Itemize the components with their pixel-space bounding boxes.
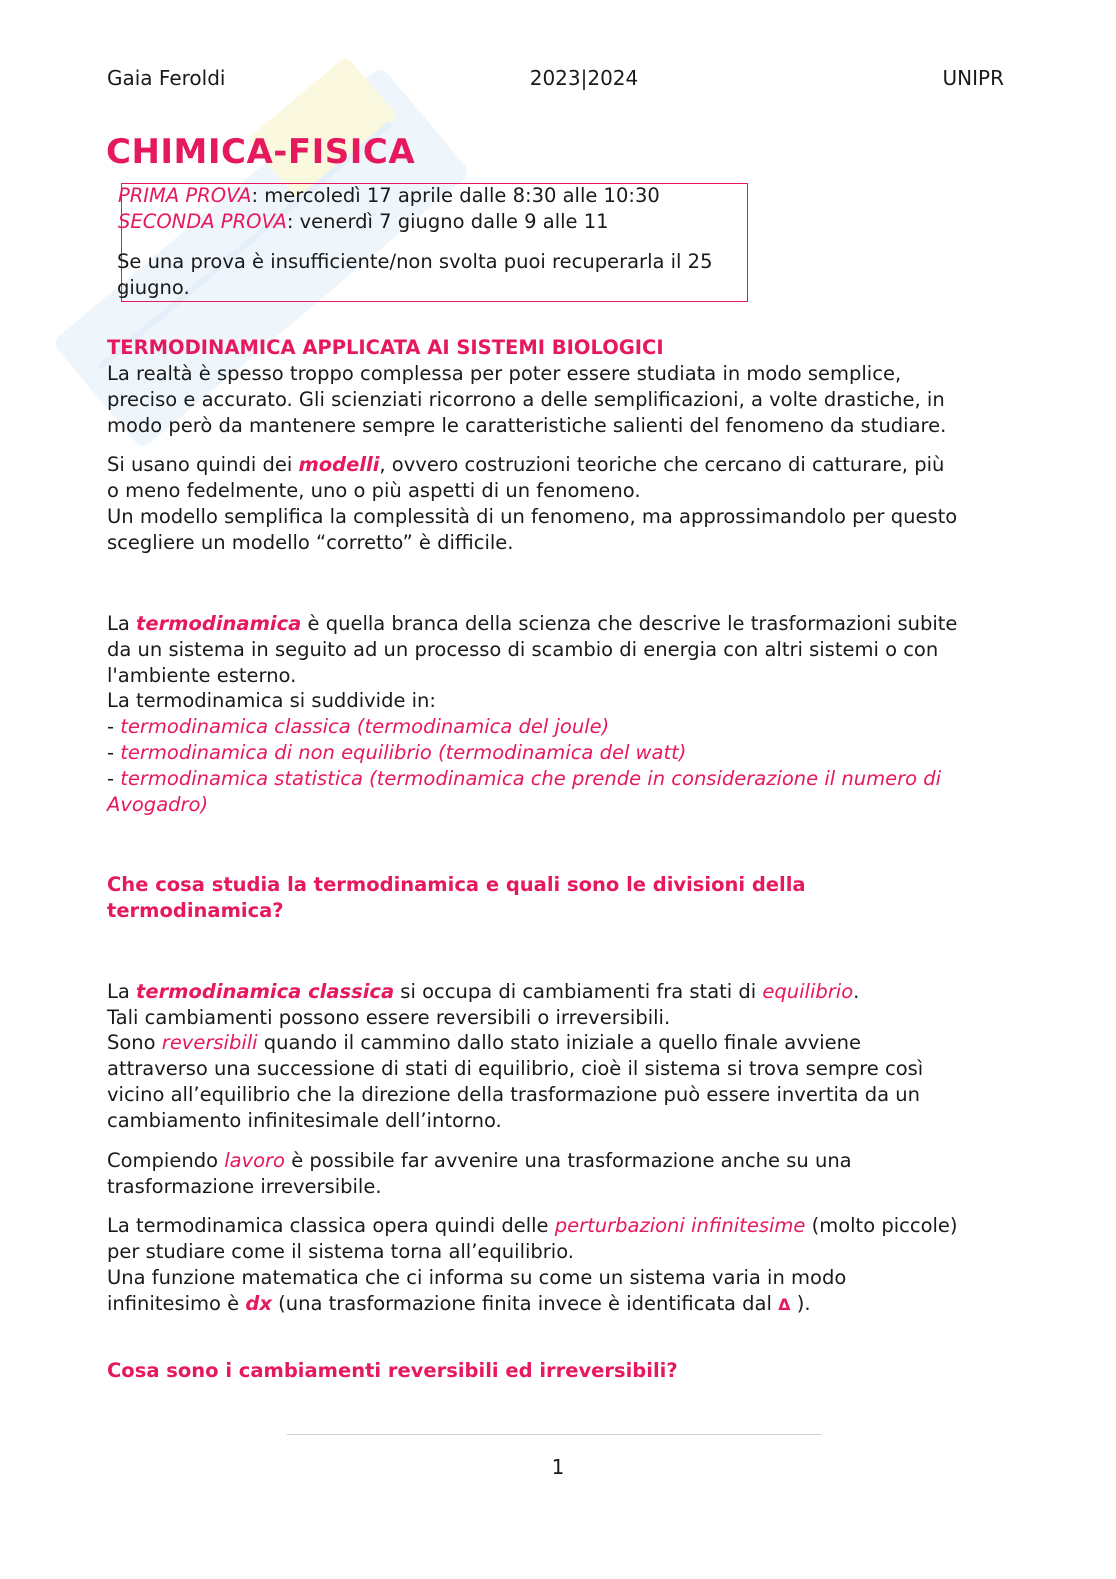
exam-second-text: : venerdì 7 giugno dalle 9 alle 11 <box>286 210 609 233</box>
s3-l1-end: . <box>853 980 860 1003</box>
s3-p3-l4-end: ). <box>790 1292 811 1315</box>
question-1-l2: termodinamica? <box>107 899 284 922</box>
s3-l3 <box>107 1030 1007 1056</box>
s3-p3-pre: La termodinamica classica opera quindi delle <box>107 1214 555 1237</box>
s1-p1-l1: La realtà è spesso troppo complessa per poter essere studiata in modo semplice, <box>107 362 902 385</box>
keyword-reversibili: reversibili <box>161 1031 258 1054</box>
dash-1: - <box>107 715 121 738</box>
s3-l3-post: quando il cammino dallo stato iniziale a quello finale avviene <box>257 1031 862 1054</box>
keyword-equilibrio: equilibrio <box>762 980 854 1003</box>
exam-second-label: SECONDA PROVA <box>118 210 287 233</box>
item-statistica-cont: Avogadro) <box>107 793 209 816</box>
s3-p2-pre: Compiendo <box>107 1149 225 1172</box>
s1-p2-l1 <box>107 452 1007 478</box>
exam-first <box>118 183 1018 209</box>
s3-la: La <box>107 980 137 1003</box>
s3-l6: cambiamento infinitesimale dell’intorno. <box>107 1109 502 1132</box>
s2-l1 <box>107 611 1007 637</box>
s2-la: La <box>107 612 137 635</box>
page-header <box>107 66 1004 90</box>
item-non-equilibrio: termodinamica di non equilibrio (termodinamica del watt) <box>120 741 687 764</box>
dash-3: - <box>107 767 121 790</box>
s3-p3-l4-pre: infinitesimo è <box>107 1292 246 1315</box>
s2-l4: La termodinamica si suddivide in: <box>107 689 436 712</box>
dash-2: - <box>107 741 121 764</box>
s3-p3-post: (molto piccole) <box>805 1214 958 1237</box>
header-year: 2023|2024 <box>529 66 639 90</box>
exam-first-label: PRIMA PROVA <box>118 184 252 207</box>
s1-p1-l3: modo però da mantenere sempre le caratteristiche salienti del fenomeno da studiare. <box>107 414 947 437</box>
s1-p2-l3: Un modello semplifica la complessità di un fenomeno, ma approssimandolo per questo <box>107 505 958 528</box>
s3-p2-l1 <box>107 1148 1007 1174</box>
page-number: 1 <box>551 1455 565 1479</box>
question-2: Cosa sono i cambiamenti reversibili ed irreversibili? <box>107 1359 678 1382</box>
s3-p3-l4-mid: (una trasformazione finita invece è identificata dal <box>271 1292 779 1315</box>
s1-p1-l2: preciso e accurato. Gli scienziati ricorrono a delle semplificazioni, a volte drastiche, in <box>107 388 945 411</box>
page-title: CHIMICA-FISICA <box>106 132 416 172</box>
footer-divider <box>287 1434 821 1435</box>
header-university: UNIPR <box>942 66 1004 90</box>
keyword-termodinamica: termodinamica <box>136 612 302 635</box>
list-item-non-equilibrio <box>107 740 1007 766</box>
s3-p3-l3: Una funzione matematica che ci informa su come un sistema varia in modo <box>107 1266 847 1289</box>
s1-p2-l4: scegliere un modello “corretto” è difficile. <box>107 531 514 554</box>
list-item-statistica <box>107 766 1007 792</box>
s2-l3: l'ambiente esterno. <box>107 664 297 687</box>
s3-l2: Tali cambiamenti possono essere reversibili o irreversibili. <box>107 1006 671 1029</box>
keyword-modelli: modelli <box>298 453 380 476</box>
s1-p2-post: , ovvero costruzioni teoriche che cercano di catturare, più <box>379 453 945 476</box>
exam-first-text: : mercoledì 17 aprile dalle 8:30 alle 10:30 <box>251 184 660 207</box>
s3-p2-l2: trasformazione irreversibile. <box>107 1175 382 1198</box>
s3-p2-post: è possibile far avvenire una trasformazione anche su una <box>285 1149 852 1172</box>
s3-l1-mid: si occupa di cambiamenti fra stati di <box>394 980 763 1003</box>
s3-p3-l2: per studiare come il sistema torna all’equilibrio. <box>107 1240 575 1263</box>
s2-l1-post: è quella branca della scienza che descrive le trasformazioni subite <box>301 612 958 635</box>
exam-note-line2: giugno. <box>117 276 190 299</box>
s2-l2: da un sistema in seguito ad un processo di scambio di energia con altri sistemi o con <box>107 638 939 661</box>
item-statistica: termodinamica statistica (termodinamica che prende in considerazione il numero di <box>120 767 942 790</box>
s3-l1 <box>107 979 1007 1005</box>
s1-p2-pre: Si usano quindi dei <box>107 453 299 476</box>
list-item-classica <box>107 714 1007 740</box>
s3-p3-l1 <box>107 1213 1007 1239</box>
delta-symbol: Δ <box>778 1295 791 1314</box>
s3-p3-l4 <box>107 1291 1007 1318</box>
keyword-termodinamica-classica: termodinamica classica <box>136 980 395 1003</box>
s3-l4: attraverso una successione di stati di equilibrio, cioè il sistema si trova sempre così <box>107 1057 924 1080</box>
header-author: Gaia Feroldi <box>107 66 226 90</box>
section-heading-biological: TERMODINAMICA APPLICATA AI SISTEMI BIOLOGICI <box>107 336 664 359</box>
keyword-lavoro: lavoro <box>224 1149 285 1172</box>
s1-p2-l2: o meno fedelmente, uno o più aspetti di un fenomeno. <box>107 479 641 502</box>
s3-l3-pre: Sono <box>107 1031 162 1054</box>
question-1-l1: Che cosa studia la termodinamica e quali sono le divisioni della <box>107 873 806 896</box>
exam-second <box>118 209 1018 235</box>
exam-note-line1: Se una prova è insufficiente/non svolta puoi recuperarla il 25 <box>117 250 713 273</box>
keyword-perturbazioni: perturbazioni infinitesime <box>554 1214 806 1237</box>
s3-l5: vicino all’equilibrio che la direzione della trasformazione può essere invertita da un <box>107 1083 920 1106</box>
keyword-dx: dx <box>245 1292 272 1315</box>
item-classica: termodinamica classica (termodinamica del joule) <box>120 715 610 738</box>
